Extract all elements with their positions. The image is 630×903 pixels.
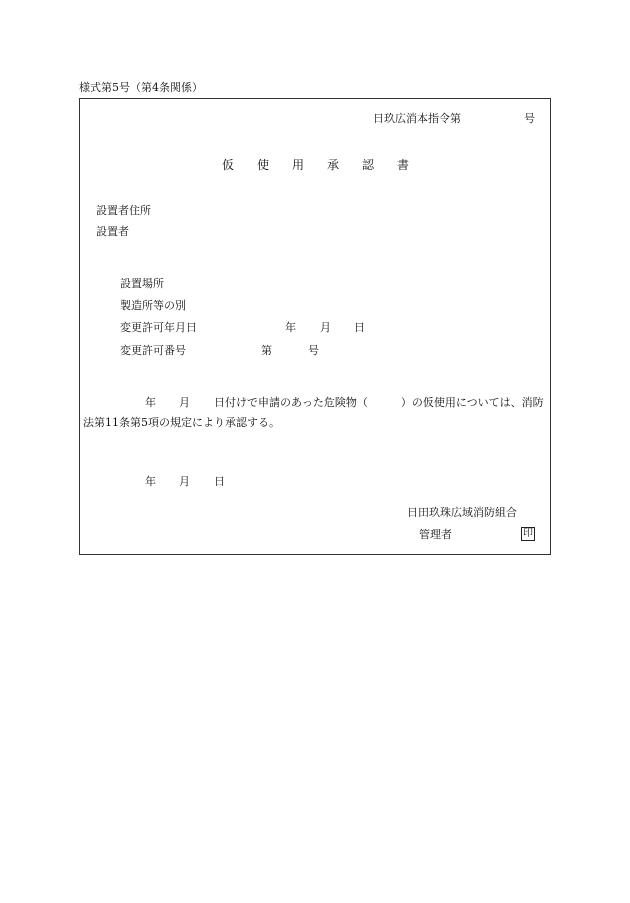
- permit-number-label: 変更許可番号: [120, 344, 186, 357]
- doc-number-suffix: 号: [524, 112, 535, 125]
- issuer-role: 管理者: [419, 528, 452, 541]
- seal-mark: 印: [523, 528, 533, 539]
- approval-date-month: 月: [179, 475, 190, 488]
- facility-type-label: 製造所等の別: [120, 299, 186, 312]
- title-char-1: 仮: [222, 158, 235, 172]
- permit-number-suffix: 号: [308, 344, 319, 357]
- permit-date-label: 変更許可年月日: [120, 321, 197, 334]
- body-text-line1: 日付けで申請のあった危険物（ ）の仮使用については、消防: [214, 396, 544, 409]
- title-char-3: 用: [292, 158, 305, 172]
- permit-date-year: 年: [285, 321, 296, 334]
- permit-date-month: 月: [320, 321, 331, 334]
- approval-date-day: 日: [214, 475, 225, 488]
- title-char-2: 使: [257, 158, 270, 172]
- location-label: 設置場所: [120, 277, 164, 290]
- permit-number-prefix: 第: [261, 344, 272, 357]
- body-text-line2: 法第11条第5項の規定により承認する。: [83, 416, 280, 429]
- doc-number-prefix: 日玖広消本指令第: [373, 112, 461, 125]
- body-year: 年: [145, 396, 156, 409]
- applicant-address-label: 設置者住所: [96, 204, 151, 217]
- title-char-5: 認: [362, 158, 375, 172]
- title-char-6: 書: [397, 158, 410, 172]
- body-month: 月: [179, 396, 190, 409]
- issuer-organization: 日田玖珠広域消防組合: [407, 506, 517, 519]
- form-label: 様式第5号（第4条関係）: [79, 81, 203, 94]
- permit-date-day: 日: [354, 321, 365, 334]
- title-char-4: 承: [327, 158, 340, 172]
- approval-date-year: 年: [145, 475, 156, 488]
- applicant-name-label: 設置者: [96, 225, 129, 238]
